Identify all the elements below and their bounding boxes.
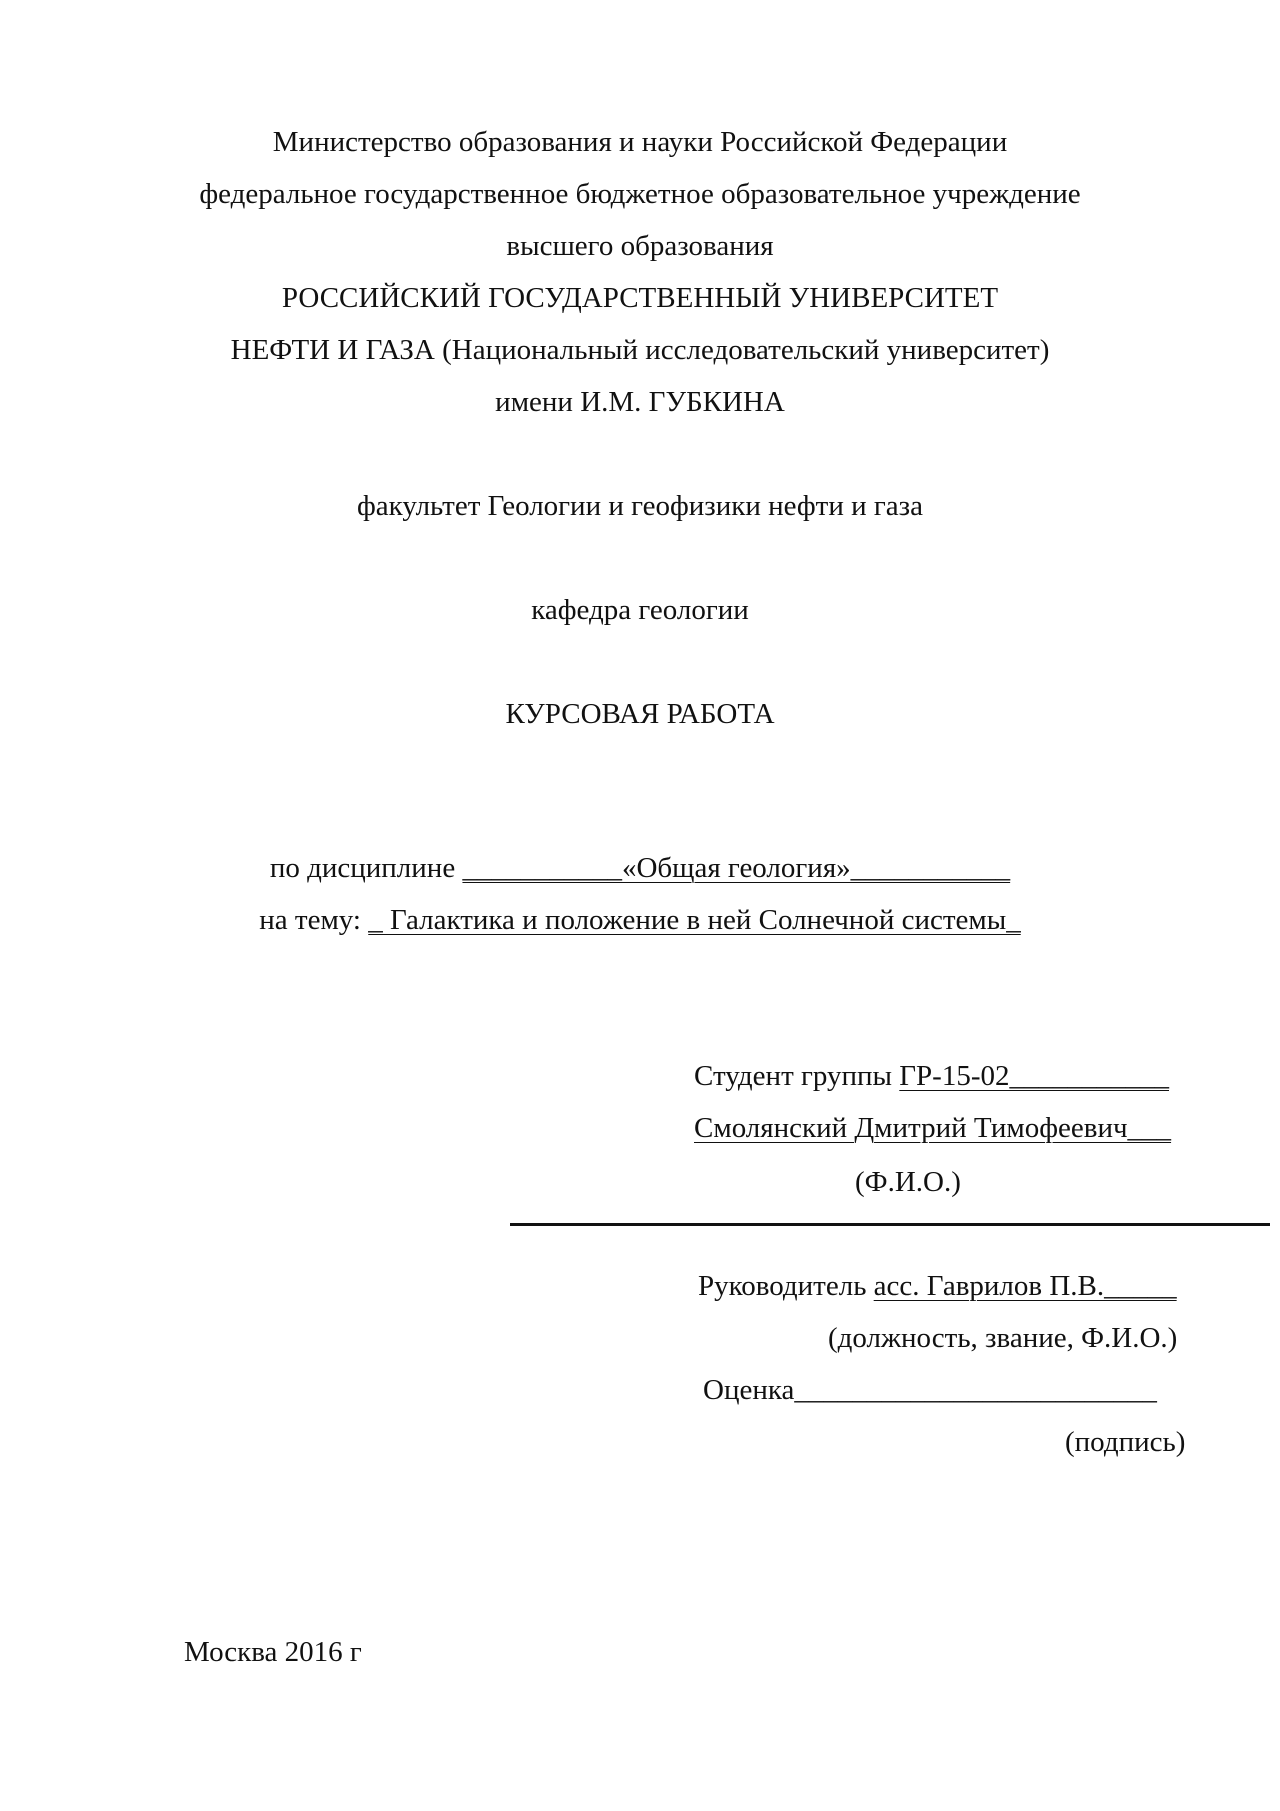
student-group-line — [694, 1058, 1169, 1094]
faculty-line: факультет Геологии и геофизики нефти и газа — [357, 490, 923, 522]
supervisor-line — [698, 1268, 1177, 1304]
student-name: Смолянский Дмитрий Тимофеевич___ — [694, 1112, 1172, 1144]
grade-label: Оценка — [703, 1374, 795, 1406]
student-name-line — [694, 1110, 1171, 1146]
university-name-line-3: имени И.М. ГУБКИНА — [495, 386, 785, 418]
ministry-line: Министерство образования и науки Российской Федерации — [272, 126, 1008, 158]
student-group-value: ГР-15-02___________ — [899, 1060, 1169, 1092]
student-group-label: Студент группы — [694, 1060, 900, 1092]
topic-label: на тему: — [259, 904, 369, 936]
supervisor-value: асс. Гаврилов П.В._____ — [873, 1270, 1177, 1302]
signature-divider — [510, 1223, 1270, 1226]
topic-line — [0, 902, 1280, 938]
city-year: Москва 2016 г — [184, 1636, 362, 1668]
grade-line — [703, 1372, 1157, 1408]
work-title: КУРСОВАЯ РАБОТА — [505, 698, 775, 730]
institution-type-line: федеральное государственное бюджетное образовательное учреждение — [199, 178, 1081, 210]
signature-caption: (подпись) — [1065, 1426, 1186, 1458]
discipline-label: по дисциплине — [269, 852, 463, 884]
student-name-caption: (Ф.И.О.) — [855, 1166, 961, 1198]
university-name-line-2: НЕФТИ И ГАЗА (Национальный исследовательский университет) — [230, 334, 1050, 366]
education-level-line: высшего образования — [506, 230, 774, 262]
topic-value: _ Галактика и положение в ней Солнечной системы_ — [368, 904, 1021, 936]
department-line: кафедра геологии — [531, 594, 749, 626]
supervisor-caption: (должность, звание, Ф.И.О.) — [828, 1322, 1178, 1354]
discipline-value: ___________«Общая геология»___________ — [462, 852, 1011, 884]
supervisor-label: Руководитель — [698, 1270, 874, 1302]
university-name-line-1: РОССИЙСКИЙ ГОСУДАРСТВЕННЫЙ УНИВЕРСИТЕТ — [281, 282, 999, 314]
discipline-line — [0, 850, 1280, 886]
grade-blank: _________________________ — [794, 1374, 1157, 1406]
